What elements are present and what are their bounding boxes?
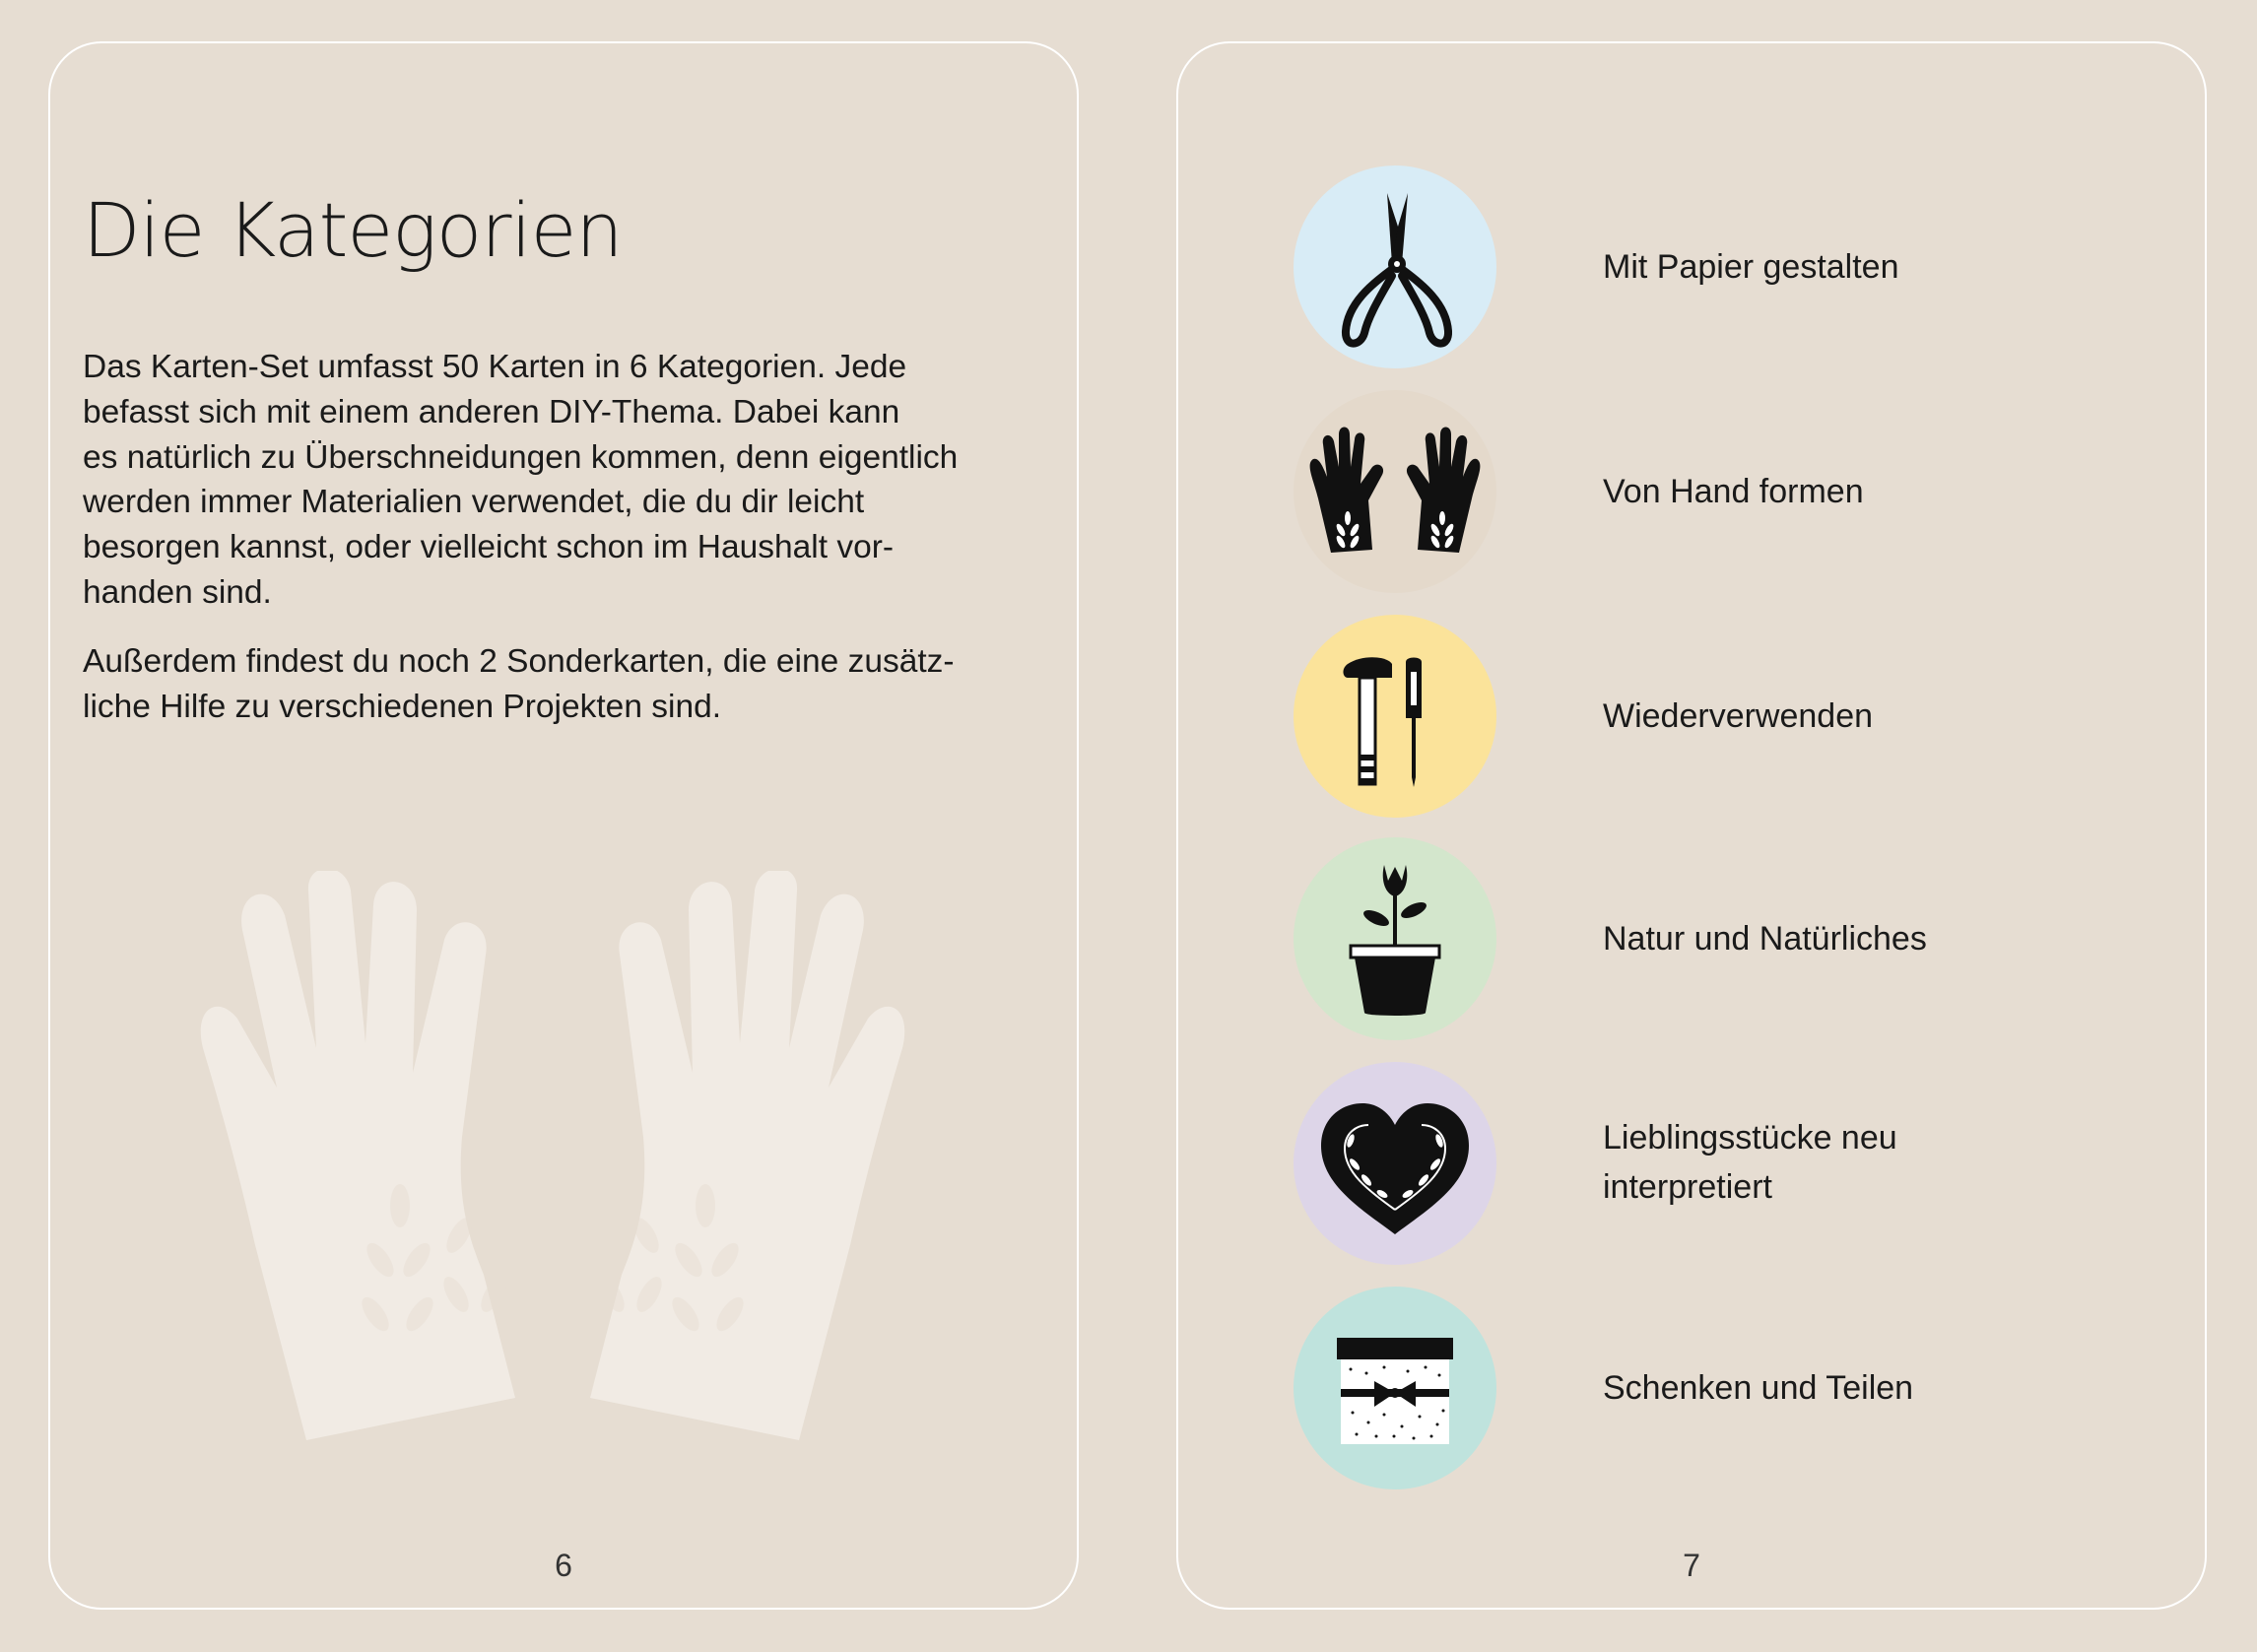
scissors-icon — [1294, 165, 1496, 368]
category-circle — [1294, 390, 1496, 593]
category-circle — [1294, 165, 1496, 368]
category-label: Mit Papier gestalten — [1603, 248, 1899, 286]
text-line: handen sind. — [83, 573, 272, 611]
text-line: liche Hilfe zu verschiedenen Projekten sind. — [83, 688, 722, 725]
text-line: es natürlich zu Überschneidungen kommen, denn eigentlich — [83, 438, 959, 476]
category-circle — [1294, 615, 1496, 818]
page-number: 7 — [1683, 1548, 1700, 1583]
category-item — [1294, 1287, 2180, 1489]
category-label: Lieblingsstücke neu interpretiert — [1603, 1119, 1897, 1206]
right-page — [1176, 41, 2207, 1610]
category-item — [1294, 165, 2180, 368]
gift-box-icon — [1294, 1287, 1496, 1489]
text-line: besorgen kannst, oder vielleicht schon im Haushalt vor- — [83, 529, 895, 566]
text-line: werden immer Materialien verwendet, die du dir leicht — [83, 484, 865, 521]
category-label: Wiederverwenden — [1603, 697, 1874, 735]
category-circle — [1294, 1062, 1496, 1265]
hammer-screwdriver-icon — [1294, 615, 1496, 818]
category-item — [1294, 615, 2180, 818]
text-line: Das Karten-Set umfasst 50 Karten in 6 Kategorien. Jede — [83, 349, 907, 385]
text-line: Außerdem findest du noch 2 Sonderkarten, die eine zusätz- — [83, 642, 955, 680]
gloves-illustration-icon — [198, 871, 907, 1442]
intro-text — [83, 345, 1068, 753]
heart-icon — [1294, 1062, 1496, 1265]
category-circle — [1294, 1287, 1496, 1489]
category-label: Von Hand formen — [1603, 473, 1864, 510]
intro-paragraph-2 — [83, 639, 1068, 730]
text-line: befasst sich mit einem anderen DIY-Thema. Dabei kann — [83, 393, 900, 430]
left-page — [48, 41, 1079, 1610]
category-label: Schenken und Teilen — [1603, 1369, 1914, 1407]
category-item — [1294, 837, 2180, 1040]
category-item — [1294, 390, 2180, 593]
intro-paragraph-1 — [83, 345, 1068, 616]
page-title: Die Kategorien — [83, 186, 623, 274]
category-item — [1294, 1062, 2180, 1265]
gloves-icon — [1294, 390, 1496, 593]
category-circle — [1294, 837, 1496, 1040]
potted-plant-icon — [1294, 837, 1496, 1040]
category-label: Natur und Natürliches — [1603, 920, 1927, 958]
page-number: 6 — [555, 1548, 572, 1583]
